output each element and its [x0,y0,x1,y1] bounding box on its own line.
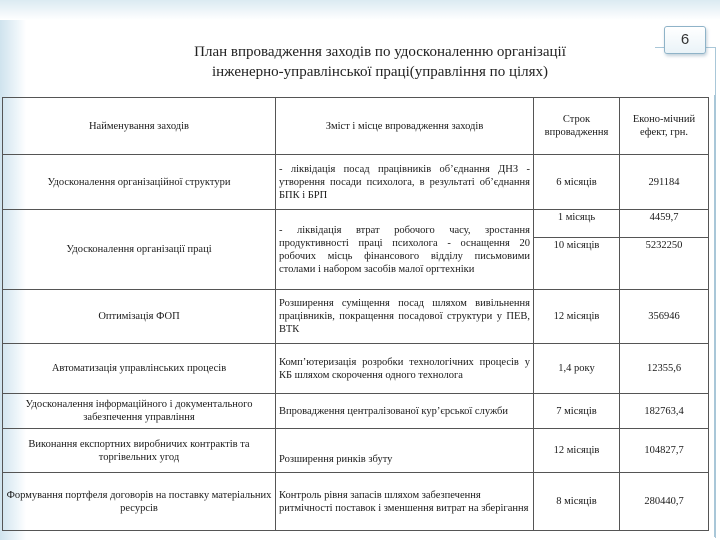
header-content: Зміст і місце впровадження заходів [276,98,534,155]
table-row [3,210,709,238]
row-effect: 4459,7 [620,210,709,238]
row-term: 10 місяців [534,238,620,290]
row-term: 7 місяців [534,394,620,429]
header-name: Найменування заходів [3,98,276,155]
table-row [3,429,709,473]
row-content: - ліквідація посад працівників об’єднання ДНЗ - утворення посади психолога, в результаті об’єднання БПК і БРП [276,155,534,210]
row-content: Розширення суміщення посад шляхом вивільнення працівників, покращення посадової структури у ПЕВ, ВТК [276,290,534,344]
slide-number-badge: 6 [664,26,706,54]
row-term: 1 місяць [534,210,620,238]
row-effect: 356946 [620,290,709,344]
header-term: Строк впровадження [534,98,620,155]
row-name: Удосконалення інформаційного і документального забезпечення управління [3,394,276,429]
measures-table [2,97,709,531]
row-term: 12 місяців [534,429,620,473]
row-effect: 104827,7 [620,429,709,473]
row-content: Контроль рівня запасів шляхом забезпечення ритмічності поставок і зменшення витрат на зберігання [276,473,534,531]
row-effect: 12355,6 [620,344,709,394]
table-row [3,290,709,344]
row-effect: 291184 [620,155,709,210]
title-line-2: інженерно-управлінської праці(управління по цілях) [211,64,549,80]
row-term: 12 місяців [534,290,620,344]
row-term: 1,4 року [534,344,620,394]
title-line-1: План впровадження заходів по удосконаленню організації [194,44,566,60]
header-effect: Еконо-мічний ефект, грн. [620,98,709,155]
row-content: Впровадження централізованої кур’єрської служби [276,394,534,429]
table-row [3,155,709,210]
row-term: 8 місяців [534,473,620,531]
table-row [3,394,709,429]
background-top-gradient [0,0,720,20]
row-effect: 5232250 [620,238,709,290]
row-name: Виконання експортних виробничих контрактів та торгівельних угод [3,429,276,473]
row-term: 6 місяців [534,155,620,210]
row-effect: 280440,7 [620,473,709,531]
row-name: Оптимізація ФОП [3,290,276,344]
table-row [3,344,709,394]
row-name: Удосконалення організаційної структури [3,155,276,210]
row-content: Комп’ютеризація розробки технологічних процесів у КБ шляхом скорочення одного технолога [276,344,534,394]
table-row [3,473,709,531]
row-name: Формування портфеля договорів на поставку матеріальних ресурсів [3,473,276,531]
row-content: Розширення ринків збуту [276,429,534,473]
row-name: Удосконалення організації праці [3,210,276,290]
slide-title [150,42,610,82]
row-effect: 182763,4 [620,394,709,429]
row-name: Автоматизація управлінських процесів [3,344,276,394]
row-content: - ліквідація втрат робочого часу, зростання продуктивності праці психолога - оснащення 20 робочих місць фінансового відділу письмовими столами і набором засобів малої оргтехніки [276,210,534,290]
table-header-row [3,98,709,155]
